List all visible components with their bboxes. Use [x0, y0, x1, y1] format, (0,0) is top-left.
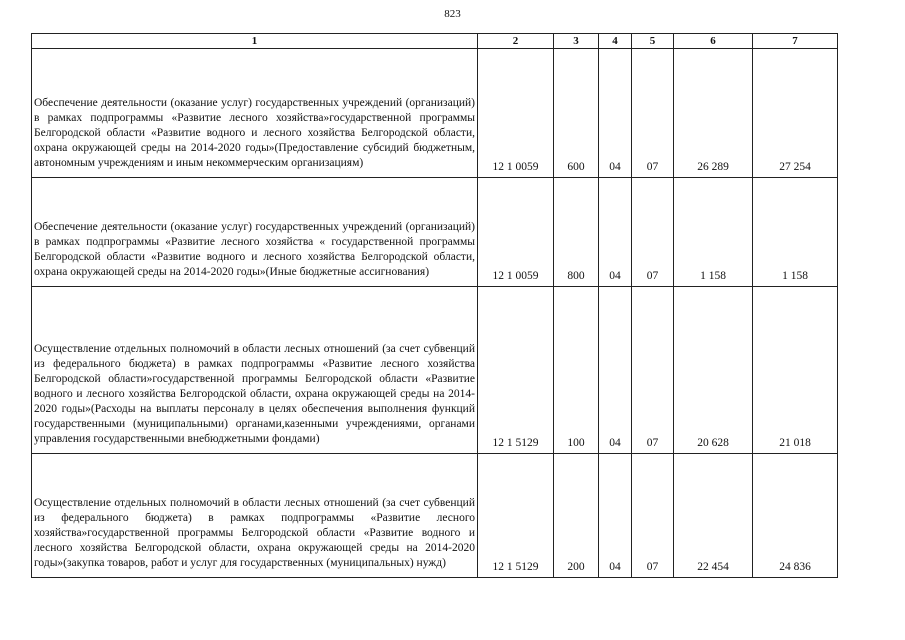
- table-row: [32, 49, 838, 178]
- expense-type-code: 200: [554, 454, 599, 578]
- page-number: 823: [444, 8, 461, 20]
- subsection-code: 07: [632, 454, 674, 578]
- budget-table: [31, 33, 838, 578]
- row-description: Осуществление отдельных полномочий в области лесных отношений (за счет субвенций из федерального бюджета) в рамках подпрограммы «Развитие лесного хозяйства Белгородской области»государственной программы Белгородской области «Развитие водного и лесного хозяйства Белгородской области, охрана окружающей среды на 2014-2020 годы»(Расходы на выплаты персоналу в целях обеспечения выполнения функций государственными (муниципальными) органами,казенными учреждениями, органами управления государственными внебюджетными фондами): [32, 287, 478, 454]
- amount-col-6: 26 289: [674, 49, 753, 178]
- table-row: [32, 287, 838, 454]
- row-description: Обеспечение деятельности (оказание услуг) государственных учреждений (организаций) в рамках подпрограммы «Развитие лесного хозяйства « государственной программы Белгородской области «Развитие водного и лесного хозяйства Белгородской области, охрана окружающей среды на 2014-2020 годы»(Иные бюджетные ассигнования): [32, 178, 478, 287]
- header-col-2: 2: [478, 34, 554, 49]
- target-article-code: 12 1 5129: [478, 287, 554, 454]
- row-description: Осуществление отдельных полномочий в области лесных отношений (за счет субвенций из федерального бюджета) в рамках подпрограммы «Развитие лесного хозяйства»государственной программы Белгородской области «Развитие водного и лесного хозяйства Белгородской области, охрана окружающей среды на 2014-2020 годы»(закупка товаров, работ и услуг для государственных (муниципальных) нужд): [32, 454, 478, 578]
- header-col-1: 1: [32, 34, 478, 49]
- amount-col-7: 27 254: [753, 49, 838, 178]
- section-code: 04: [599, 49, 632, 178]
- amount-col-7: 24 836: [753, 454, 838, 578]
- header-row: [32, 34, 838, 49]
- section-code: 04: [599, 178, 632, 287]
- amount-col-7: 1 158: [753, 178, 838, 287]
- header-col-7: 7: [753, 34, 838, 49]
- subsection-code: 07: [632, 178, 674, 287]
- section-code: 04: [599, 287, 632, 454]
- table-row: [32, 178, 838, 287]
- header-col-3: 3: [554, 34, 599, 49]
- target-article-code: 12 1 0059: [478, 49, 554, 178]
- subsection-code: 07: [632, 287, 674, 454]
- expense-type-code: 100: [554, 287, 599, 454]
- section-code: 04: [599, 454, 632, 578]
- header-col-6: 6: [674, 34, 753, 49]
- amount-col-6: 22 454: [674, 454, 753, 578]
- target-article-code: 12 1 0059: [478, 178, 554, 287]
- target-article-code: 12 1 5129: [478, 454, 554, 578]
- expense-type-code: 800: [554, 178, 599, 287]
- header-col-5: 5: [632, 34, 674, 49]
- amount-col-7: 21 018: [753, 287, 838, 454]
- amount-col-6: 1 158: [674, 178, 753, 287]
- row-description: Обеспечение деятельности (оказание услуг) государственных учреждений (организаций) в рамках подпрограммы «Развитие лесного хозяйства»государственной программы Белгородской области «Развитие водного и лесного хозяйства Белгородской области, охрана окружающей среды на 2014-2020 годы»(Предоставление субсидий бюджетным, автономным учреждениям и иным некоммерческим организациям): [32, 49, 478, 178]
- subsection-code: 07: [632, 49, 674, 178]
- header-col-4: 4: [599, 34, 632, 49]
- table-row: [32, 454, 838, 578]
- amount-col-6: 20 628: [674, 287, 753, 454]
- expense-type-code: 600: [554, 49, 599, 178]
